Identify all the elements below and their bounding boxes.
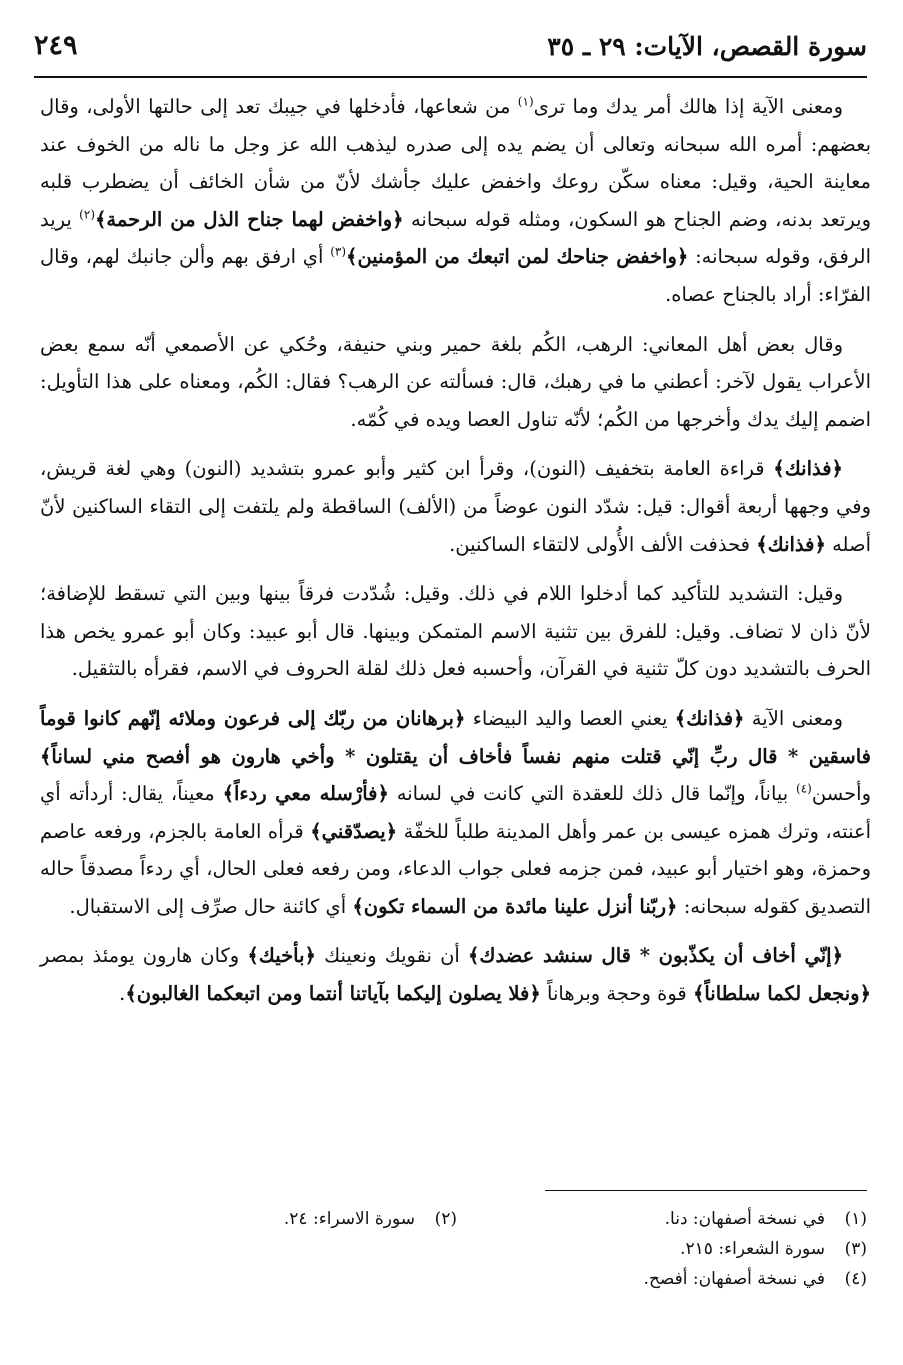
paragraph-5: ومعنى الآية ﴿فذانك﴾ يعني العصا واليد البيضاء ﴿برهانان من ربّك إلى فرعون وملائه إنّهم كانوا قوماً فاسقين * قال ربِّ إنّي قتلت منهم نفساً فأخاف أن يقتلون * وأخي هارون هو أفصح مني لساناً﴾ وأحسن$^{(٤)}$ بياناً، وإنّما قال ذلك للعقدة التي كانت في لسانه ﴿فأرْسله معي ردءاً﴾ معيناً، يقال: أردأته أي أعنته، وترك همزه عيسى بن عمر وأهل المدينة طلباً للخفّة ﴿يصدّقني﴾ قرأه العامة بالجزم، ورفعه عاصم وحمزة، وهو اختيار أبو عبيد، فمن جزمه فعلى جواب الدعاء، ومن رفعه فعلى الحال، أي ردءاً مصدقاً حاله التصديق كقوله سبحانه: ﴿ربّنا أنزل علينا مائدة من السماء تكون﴾ أي كائنة حال صرِّف إلى الاستقبال. xyxy=(40,706,871,918)
paragraph-3: ﴿فذانك﴾ قراءة العامة بتخفيف (النون)، وقرأ ابن كثير وأبو عمرو بتشديد (النون) وهي لغة قريش، وفي وجهها أربعة أقوال: قيل: شدّد النون عوضاً من (الألف) الساقطة ولم يلتفت إلى التقاء الساكنين لأنّ أصله ﴿فذانك﴾ فحذفت الألف الأُولى لالتقاء الساكنين. xyxy=(40,457,871,556)
main-text xyxy=(40,88,871,1025)
running-title: سورة القصص، الآيات: ٢٩ ـ ٣٥ xyxy=(547,32,867,61)
footnote-row xyxy=(40,1234,867,1264)
paragraph-6: ﴿إنّي أخاف أن يكذّبون * قال سنشد عضدك﴾ أن نقويك ونعينك ﴿بأخيك﴾ وكان هارون يومئذ بمصر ﴿ونجعل لكما سلطاناً﴾ قوة وحجة وبرهاناً ﴿فلا يصلون إليكما بآياتنا أنتما ومن اتبعكما الغالبون﴾. xyxy=(40,944,871,1006)
footnote-2: (٢)سورة الاسراء: ٢٤. xyxy=(283,1209,457,1229)
footnote-row xyxy=(40,1264,867,1294)
footnote-1: (١)في نسخة أصفهان: دنا. xyxy=(664,1209,867,1229)
footnote-3: (٣)سورة الشعراء: ٢١٥. xyxy=(680,1239,867,1259)
paragraph-2: وقال بعض أهل المعاني: الرهب، الكُم بلغة حمير وبني حنيفة، وحُكي عن الأصمعي أنّه سمع بعض الأعراب يقول لآخر: أعطني ما في رهبك، قال: فسألته عن الرهب؟ فقال: الكُم، ومعناه على هذا التأويل: اضمم إليك يدك وأخرجها من الكُم؛ لأنّه تناول العصا ويده في كُمّه. xyxy=(40,332,871,431)
footnote-separator xyxy=(545,1190,867,1191)
paragraph-4: وقيل: التشديد للتأكيد كما أدخلوا اللام في ذلك. وقيل: شُدّدت فرقاً بينها وبين التي تسقط للإضافة؛ لأنّ ذان لا تضاف. وقيل: للفرق بين تثنية الاسم المتمكن وبينها. قال أبو عبيد: وكان أبو عمرو يخص هذا الحرف بالتشديد دون كلّ تثنية في القرآن، وأحسبه فعل ذلك لقلة الحروف في الاسم، فقرأه بالتثقيل. xyxy=(40,582,871,681)
footnote-row xyxy=(40,1204,867,1234)
footnote-4: (٤)في نسخة أصفهان: أفصح. xyxy=(643,1269,867,1289)
page-number: ٢٤٩ xyxy=(34,30,78,61)
paragraph-1: ومعنى الآية إذا هالك أمر يدك وما ترى$^{(١)}$ من شعاعها، فأدخلها في جيبك تعد إلى حالتها الأولى، وقال بعضهم: أمره الله سبحانه وتعالى أن يضم يده إلى صدره ليذهب الله عز وجل ما ناله من الخوف عند معاينة الحية، وقيل: معناه سكّن روعك واخفض عليك جأشك لأنّ من شأن الخائف أن يضطرب قلبه ويرتعد بدنه، وضم الجناح هو السكون، ومثله قوله سبحانه ﴿واخفض لهما جناح الذل من الرحمة﴾$^{(٢)}$ يريد الرفق، وقوله سبحانه: ﴿واخفض جناحك لمن اتبعك من المؤمنين﴾$^{(٣)}$ أي ارفق بهم وألن جانبك لهم، وقال الفرّاء: أراد بالجناح عصاه. xyxy=(40,94,871,306)
page-header xyxy=(34,28,867,78)
footnotes xyxy=(40,1204,867,1294)
